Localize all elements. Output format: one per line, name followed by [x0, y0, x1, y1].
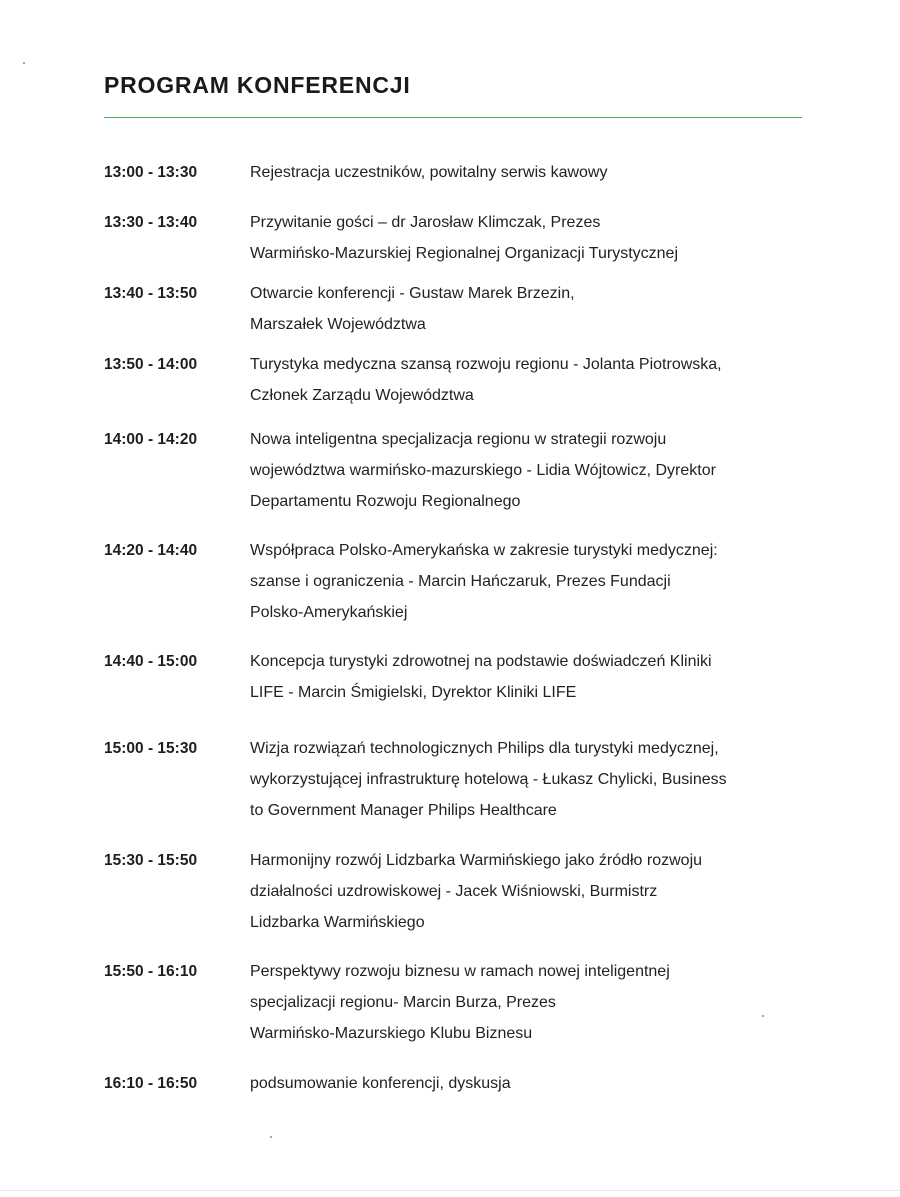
session-description [250, 207, 810, 269]
session-description-line: Rejestracja uczestników, powitalny serwis kawowy [250, 164, 608, 181]
session-description-line: to Government Manager Philips Healthcare [250, 802, 557, 819]
session-time: 13:00 - 13:30 [104, 164, 198, 181]
session-description-line: Warmińsko-Mazurskiej Regionalnej Organizacji Turystycznej [250, 245, 678, 262]
session-description [250, 646, 810, 708]
session-description [250, 733, 810, 826]
session-time: 14:00 - 14:20 [104, 431, 198, 448]
session-time: 15:00 - 15:30 [104, 740, 198, 757]
session-description-line: Warmińsko-Mazurskiego Klubu Biznesu [250, 1025, 533, 1042]
session-time: 13:50 - 14:00 [104, 356, 198, 373]
session-description [250, 1068, 810, 1099]
session-description [250, 424, 810, 517]
session-description-line: Nowa inteligentna specjalizacja regionu w strategii rozwoju [250, 431, 667, 448]
session-description [250, 349, 810, 411]
session-description [250, 278, 810, 340]
session-description-line: Departamentu Rozwoju Regionalnego [250, 493, 521, 510]
session-description-line: działalności uzdrowiskowej - Jacek Wiśniowski, Burmistrz [250, 883, 658, 900]
session-time: 16:10 - 16:50 [104, 1075, 198, 1092]
session-description [250, 845, 810, 938]
session-description-line: Harmonijny rozwój Lidzbarka Warmińskiego jako źródło rozwoju [250, 852, 703, 869]
session-description-line: szanse i ograniczenia - Marcin Hańczaruk, Prezes Fundacji [250, 573, 671, 590]
session-description-line: LIFE - Marcin Śmigielski, Dyrektor Kliniki LIFE [250, 684, 577, 701]
session-description-line: Otwarcie konferencji - Gustaw Marek Brzezin, [250, 285, 575, 302]
session-time: 15:30 - 15:50 [104, 852, 198, 869]
page-title: PROGRAM KONFERENCJI [104, 72, 411, 98]
session-time: 15:50 - 16:10 [104, 963, 198, 980]
session-description-line: Turystyka medyczna szansą rozwoju regionu - Jolanta Piotrowska, [250, 356, 722, 373]
session-description-line: podsumowanie konferencji, dyskusja [250, 1075, 511, 1092]
session-time: 14:40 - 15:00 [104, 653, 198, 670]
session-time: 14:20 - 14:40 [104, 542, 198, 559]
session-description [250, 157, 810, 188]
session-description-line: Marszałek Województwa [250, 316, 426, 333]
session-description-line: województwa warmińsko-mazurskiego - Lidia Wójtowicz, Dyrektor [250, 462, 716, 479]
session-description-line: Polsko-Amerykańskiej [250, 604, 408, 621]
session-time: 13:30 - 13:40 [104, 214, 198, 231]
session-description-line: specjalizacji regionu- Marcin Burza, Prezes [250, 994, 556, 1011]
scan-edge [0, 1190, 900, 1191]
session-description-line: Lidzbarka Warmińskiego [250, 914, 425, 931]
scan-speck [23, 62, 25, 64]
session-description-line: Perspektywy rozwoju biznesu w ramach nowej inteligentnej [250, 963, 670, 980]
session-description-line: Wizja rozwiązań technologicznych Philips dla turystyki medycznej, [250, 740, 719, 757]
session-description-line: Przywitanie gości – dr Jarosław Klimczak, Prezes [250, 214, 601, 231]
session-description [250, 956, 810, 1049]
session-description-line: Członek Zarządu Województwa [250, 387, 474, 404]
session-description-line: Koncepcja turystyki zdrowotnej na podstawie doświadczeń Kliniki [250, 653, 712, 670]
session-description-line: wykorzystującej infrastrukturę hotelową - Łukasz Chylicki, Business [250, 771, 727, 788]
session-description-line: Współpraca Polsko-Amerykańska w zakresie turystyki medycznej: [250, 542, 718, 559]
session-description [250, 535, 810, 628]
scan-speck [762, 1015, 764, 1017]
session-time: 13:40 - 13:50 [104, 285, 198, 302]
scan-speck [270, 1136, 272, 1138]
